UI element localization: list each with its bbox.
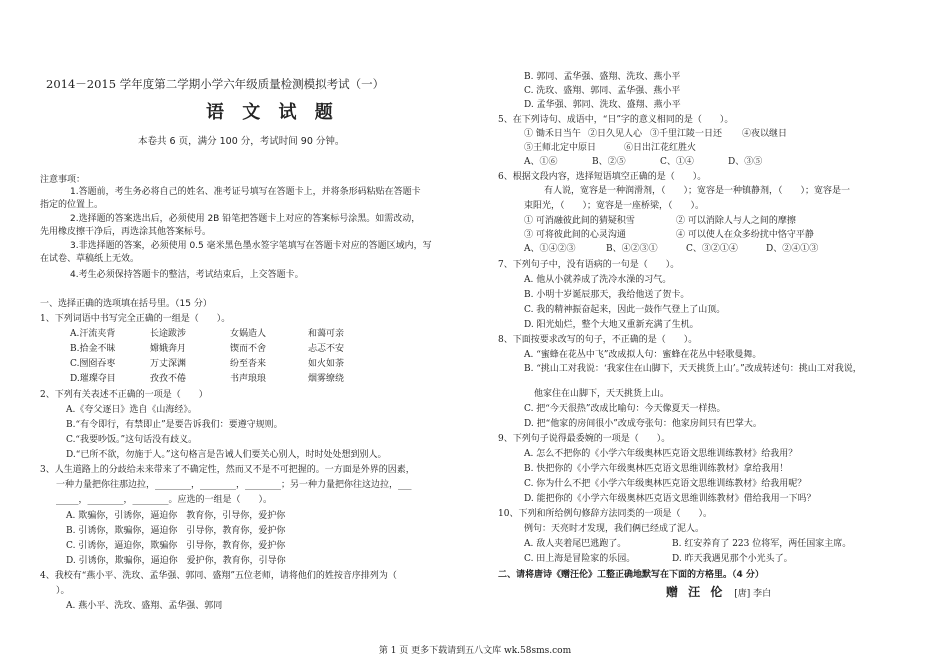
question-2-stem: 2、下列有关表述不正确的一项是（ ） bbox=[40, 390, 208, 400]
option-c-word: 万丈深渊 bbox=[150, 359, 187, 369]
q6-option: C、③②①④ bbox=[686, 244, 738, 254]
question-7-option: C. 我的精神振奋起来，因此一鼓作气登上了山顶。 bbox=[524, 305, 726, 315]
q10-option: D. 昨天我遇见那个小光头了。 bbox=[672, 554, 793, 564]
option-d-word: D.璀璨夺目 bbox=[70, 374, 116, 384]
question-6-stem: 6、根据文段内容，选择短语填空正确的是（ ）。 bbox=[498, 172, 707, 182]
question-2-option: D.“已所不欲，勿施于人。”这句格言是告诫人们要关心别人，时时处处想到别人。 bbox=[66, 450, 387, 460]
question-6-passage: 有人说，宽容是一种润滑剂，（ ）；宽容是一种镇静剂，（ ）；宽容是一 bbox=[544, 186, 851, 196]
question-8-stem: 8、下面按要求改写的句子，不正确的是（ ）。 bbox=[498, 335, 698, 345]
question-7-option: B. 小明十岁诞辰那天，我给他送了贺卡。 bbox=[524, 290, 690, 300]
question-2-option: C.“我要吵饭。”这句话没有歧义。 bbox=[66, 435, 198, 445]
option-a-word: 女娲造人 bbox=[230, 329, 267, 339]
question-8-option: 他家住在山脚下，天天挑货上山。 bbox=[534, 389, 670, 399]
question-5-options bbox=[524, 157, 762, 168]
question-9-option: C. 你为什么不把《小学六年级奥林匹克语文思维训练教材》给我用呢？ bbox=[524, 479, 807, 489]
question-10-example: 例句：天亮时才发现，我们俩已经成了泥人。 bbox=[524, 524, 705, 534]
poem-heading bbox=[666, 584, 771, 602]
question-6-items bbox=[524, 216, 796, 227]
option-c-word: 纷至沓来 bbox=[230, 359, 267, 369]
question-5-stem: 5、在下列诗句、成语中，“日”字的意义相同的是（ ）。 bbox=[498, 115, 734, 125]
q5-item: ⑤王师北定中原日 bbox=[524, 143, 597, 153]
question-6-items bbox=[524, 230, 814, 241]
note-line: 3.非选择题的答案，必须使用 0.5 毫米黑色墨水签字笔填写在答题卡对应的答题区域内，写 bbox=[70, 241, 432, 251]
question-4-option: C. 洗玫、盛翔、郭同、孟华强、燕小平 bbox=[524, 86, 681, 96]
question-8-option: B. “挑山工对我说：‘我家住在山脚下，天天挑货上山’。”改成转述句：挑山工对我说， bbox=[524, 364, 862, 374]
question-3-option: C. 引诱你，逼迫你，欺骗你 引导你，教育你，爱护你 bbox=[66, 541, 286, 551]
question-10-options bbox=[524, 539, 851, 550]
question-9-option: D. 能把你的《小学六年级奥林匹克语文思维训练教材》借给我用一下吗？ bbox=[524, 494, 816, 504]
q5-option: D、③⑤ bbox=[728, 157, 763, 167]
exam-title: 2014－2015 学年度第二学期小学六年级质量检测模拟考试（一） bbox=[46, 77, 385, 91]
q5-item: ②日久见人心 bbox=[588, 129, 643, 139]
question-9-option: B. 快把你的《小学六年级奥林匹克语文思维训练教材》拿给我用！ bbox=[524, 464, 789, 474]
question-3-option: D. 引诱你，欺骗你，逼迫你 爱护你，教育你，引导你 bbox=[66, 556, 286, 566]
q6-item: ① 可消融彼此间的猜疑积雪 bbox=[524, 216, 635, 226]
q6-option: A、①④②③ bbox=[524, 244, 576, 254]
question-3-stem: _____，________，________。应选的一组是（ ）。 bbox=[56, 495, 273, 505]
question-2-option: B.“有令即行，有禁即止”是要告诉我们：要遵守规则。 bbox=[66, 420, 283, 430]
q6-item: ② 可以消除人与人之间的摩擦 bbox=[676, 216, 796, 226]
option-b-word: B.拾金不昧 bbox=[70, 344, 116, 354]
question-4-stem: 4、我校有“燕小平、洗玫、孟华强、郭同、盛翔”五位老师，请将他们的姓按音序排列为（ bbox=[40, 571, 397, 581]
option-a-word: 长途跋涉 bbox=[150, 329, 187, 339]
question-1-stem: 1、下列词语中书写完全正确的一组是（ ）。 bbox=[40, 314, 231, 324]
note-line: 在试卷、草稿纸上无效。 bbox=[40, 254, 140, 264]
question-8-option: C. 把“今天很热”改成比喻句：今天像夏天一样热。 bbox=[524, 404, 726, 414]
notes-heading: 注意事项： bbox=[40, 175, 86, 185]
q5-item: ⑥日出江花红胜火 bbox=[624, 143, 697, 153]
note-line: 指定的位置上。 bbox=[40, 200, 104, 210]
option-b-word: 锲而不舍 bbox=[230, 344, 267, 354]
q5-option: A、①⑥ bbox=[524, 157, 558, 167]
question-3-option: A. 欺骗你，引诱你，逼迫你 教育你，引导你，爱护你 bbox=[66, 511, 286, 521]
option-b-word: 嫦娥奔月 bbox=[150, 344, 187, 354]
question-10-stem: 10、下列和所给例句修辞方法同类的一项是（ ）。 bbox=[498, 509, 712, 519]
question-4-stem: ）。 bbox=[56, 586, 70, 596]
section1-heading: 一、选择正确的选项填在括号里。（15 分） bbox=[40, 299, 212, 309]
q5-option: C、①④ bbox=[660, 157, 694, 167]
option-c-word: C.囫囵吞枣 bbox=[70, 359, 116, 369]
option-d-word: 烟雾缭绕 bbox=[308, 374, 345, 384]
question-7-stem: 7、下列句子中，没有语病的一句是（ ）。 bbox=[498, 260, 680, 270]
question-4-option: A. 燕小平、洗玫、盛翔、孟华强、郭同 bbox=[66, 601, 223, 611]
question-9-stem: 9、下列句子说得最委婉的一项是（ ）。 bbox=[498, 434, 671, 444]
question-10-options bbox=[524, 554, 793, 565]
question-7-option: A. 他从小就养成了洗冷水澡的习气。 bbox=[524, 275, 672, 285]
q10-option: A. 敌人夹着尾巴逃跑了。 bbox=[524, 539, 627, 549]
q5-item: ③千里江陵一日还 bbox=[650, 129, 723, 139]
poem-author: [唐] 李白 bbox=[734, 589, 772, 599]
option-d-word: 孜孜不倦 bbox=[150, 374, 187, 384]
question-1-row bbox=[70, 329, 344, 340]
poem-title: 赠 汪 伦 bbox=[666, 585, 726, 599]
q6-option: D、②④①③ bbox=[766, 244, 819, 254]
question-2-option: A.《夸父逐日》选自《山海经》。 bbox=[66, 405, 197, 415]
question-8-option: A. “蜜蜂在花丛中飞”改成拟人句：蜜蜂在花丛中轻歌曼舞。 bbox=[524, 350, 762, 360]
note-line: 4.考生必须保持答题卡的整洁，考试结束后，上交答题卡。 bbox=[70, 270, 304, 280]
question-6-passage: 束阳光，（ ）；宽容是一座桥梁，（ ）。 bbox=[524, 201, 705, 211]
option-c-word: 如火如荼 bbox=[308, 359, 345, 369]
exam-subtitle: 本卷共 6 页，满分 100 分，考试时间 90 分钟。 bbox=[138, 136, 345, 147]
note-line: 先用橡皮擦干净后，再选涂其他答案标号。 bbox=[40, 227, 212, 237]
question-3-option: B. 引诱你，欺骗你，逼迫你 引导你，教育你，爱护你 bbox=[66, 526, 286, 536]
subject-title: 语 文 试 题 bbox=[206, 102, 339, 123]
note-line: 1.答题前，考生务必将自己的姓名、准考证号填写在答题卡上，并将条形码粘贴在答题卡 bbox=[70, 187, 421, 197]
q5-option: B、②⑤ bbox=[592, 157, 626, 167]
option-a-word: A.汗流夹背 bbox=[70, 329, 116, 339]
question-5-items bbox=[524, 143, 696, 154]
question-3-stem: 一种力量把你往那边拉，________，________，________；另一种力量把你往这边拉，___ bbox=[56, 480, 412, 490]
q6-item: ④ 可以使人在众多纷扰中恪守平静 bbox=[676, 230, 814, 240]
question-1-row bbox=[70, 344, 344, 355]
option-a-word: 和蔼可亲 bbox=[308, 329, 345, 339]
question-4-option: B. 郭同、孟华强、盛翔、洗玫、燕小平 bbox=[524, 72, 681, 82]
question-5-items bbox=[524, 129, 787, 140]
q6-item: ③ 可将彼此间的心灵沟通 bbox=[524, 230, 626, 240]
question-6-options bbox=[524, 244, 818, 255]
q5-item: ④夜以继日 bbox=[742, 129, 788, 139]
q5-item: ① 锄禾日当午 bbox=[524, 129, 581, 139]
q6-option: B、④②③① bbox=[606, 244, 658, 254]
question-1-row bbox=[70, 374, 344, 385]
question-9-option: A. 怎么不把你的《小学六年级奥林匹克语文思维训练教材》给我用？ bbox=[524, 449, 798, 459]
section2-heading: 二、请将唐诗《赠汪伦》工整正确地默写在下面的方格里。（4 分） bbox=[498, 570, 764, 580]
question-4-option: D. 孟华强、郭同、洗玫、盛翔、燕小平 bbox=[524, 100, 681, 110]
note-line: 2.选择题的答案选出后，必须使用 2B 铅笔把答题卡上对应的答案标号涂黑。如需改动， bbox=[70, 214, 421, 224]
q10-option: C. 田上海是冒险家的乐园。 bbox=[524, 554, 636, 564]
question-3-stem: 3、人生道路上的分歧给未来带来了不确定性，然而又不是不可把握的。一方面是外界的因素， bbox=[40, 465, 415, 475]
question-1-row bbox=[70, 359, 344, 370]
question-8-option: D. 把“他家的房间很小”改成夸张句：他家房间只有巴掌大。 bbox=[524, 419, 762, 429]
option-b-word: 忐忑不安 bbox=[308, 344, 345, 354]
q10-option: B. 红安养育了 223 位将军，两任国家主席。 bbox=[672, 539, 852, 549]
question-7-option: D. 阳光灿烂，整个大地又重新充满了生机。 bbox=[524, 320, 699, 330]
option-d-word: 书声琅琅 bbox=[230, 374, 267, 384]
page-footer: 第 1 页 更多下载请到五八文库 wk.58sms.com bbox=[378, 646, 572, 656]
